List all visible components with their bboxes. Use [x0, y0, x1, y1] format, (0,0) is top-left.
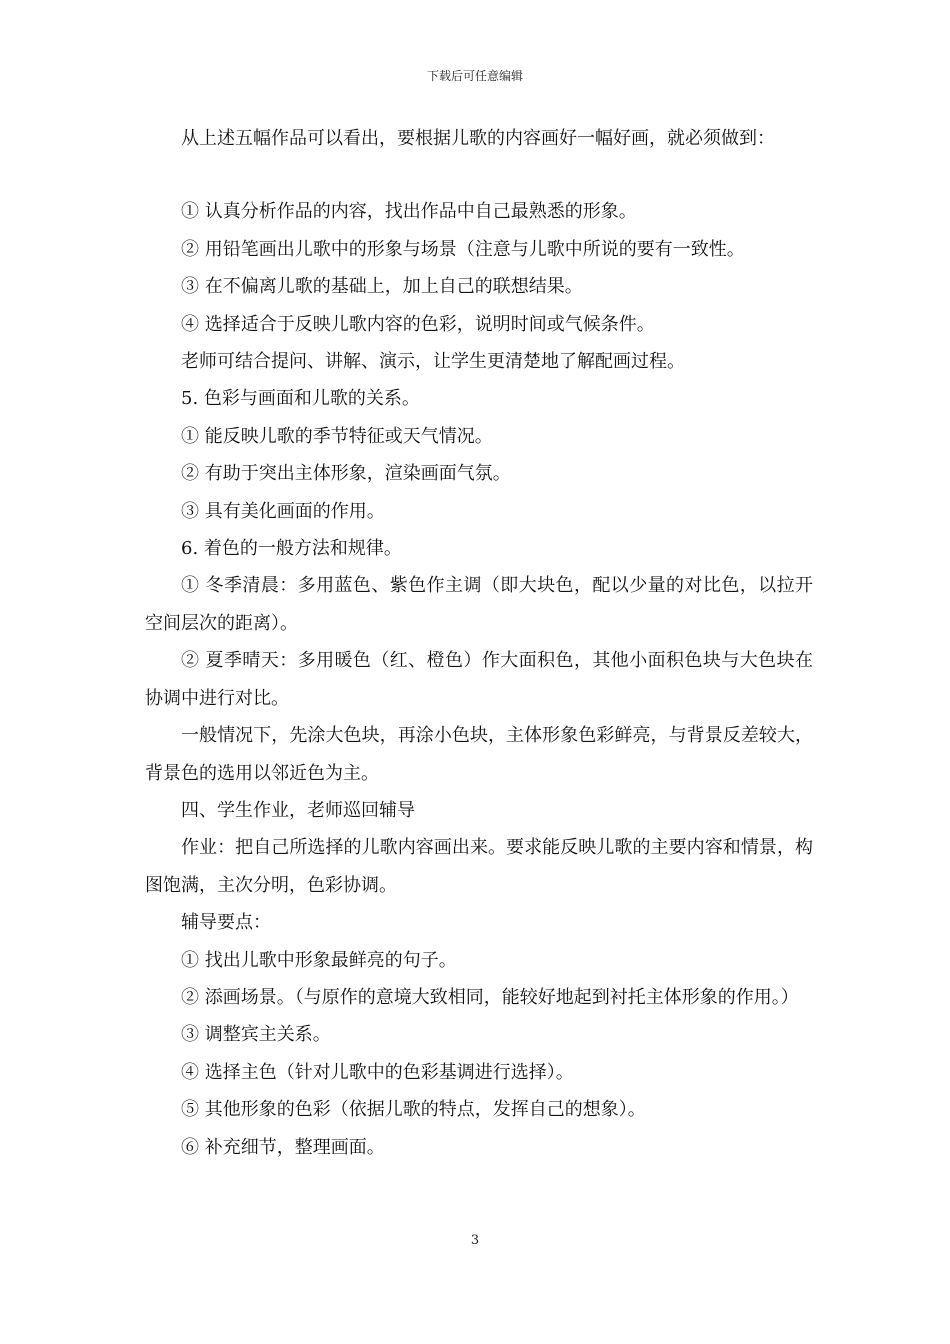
paragraph: 作业：把自己所选择的儿歌内容画出来。要求能反映儿歌的主要内容和情景，构图饱满，主次分明，色彩协调。	[145, 837, 813, 896]
paragraph: ② 有助于突出主体形象，渲染画面气氛。	[181, 463, 511, 485]
page-number: 3	[470, 1233, 480, 1248]
paragraph: ① 能反映儿歌的季节特征或天气情况。	[181, 425, 493, 447]
paragraph: 一般情况下，先涂大色块，再涂小色块，主体形象色彩鲜亮，与背景反差较大，背景色的选用以邻近色为主。	[145, 725, 813, 784]
section-heading: 5. 色彩与画面和儿歌的关系。	[181, 388, 420, 410]
paragraph: ① 找出儿歌中形象最鲜亮的句子。	[181, 949, 457, 971]
paragraph: ② 添画场景。（与原作的意境大致相同，能较好地起到衬托主体形象的作用。）	[181, 986, 799, 1008]
section-heading: 四、学生作业，老师巡回辅导	[181, 799, 415, 821]
paragraph: ③ 调整宾主关系。	[181, 1024, 331, 1046]
document-body	[145, 120, 813, 1166]
paragraph: ③ 在不偏离儿歌的基础上，加上自己的联想结果。	[181, 276, 583, 298]
page-header: 下载后可任意编辑	[426, 69, 523, 83]
paragraph: ① 冬季清晨：多用蓝色、紫色作主调（即大块色，配以少量的对比色，以拉开空间层次的距离）。	[145, 575, 813, 634]
paragraph: ② 用铅笔画出儿歌中的形象与场景（注意与儿歌中所说的要有一致性。	[181, 238, 745, 260]
paragraph: ④ 选择主色（针对儿歌中的色彩基调进行选择）。	[181, 1061, 574, 1083]
section-heading: 6. 着色的一般方法和规律。	[181, 538, 402, 560]
paragraph: ③ 具有美化画面的作用。	[181, 500, 385, 522]
paragraph: ⑥ 补充细节，整理画面。	[181, 1136, 385, 1158]
paragraph: ④ 选择适合于反映儿歌内容的色彩，说明时间或气候条件。	[181, 313, 655, 335]
paragraph: ① 认真分析作品的内容，找出作品中自己最熟悉的形象。	[181, 201, 637, 223]
paragraph: ⑤ 其他形象的色彩（依据儿歌的特点，发挥自己的想象）。	[181, 1099, 646, 1121]
paragraph: ② 夏季晴天：多用暖色（红、橙色）作大面积色，其他小面积色块与大色块在协调中进行对比。	[145, 650, 813, 709]
paragraph-intro: 从上述五幅作品可以看出，要根据儿歌的内容画好一幅好画，就必须做到：	[181, 128, 775, 149]
paragraph: 老师可结合提问、讲解、演示，让学生更清楚地了解配画过程。	[181, 351, 685, 373]
paragraph: 辅导要点：	[181, 912, 271, 934]
